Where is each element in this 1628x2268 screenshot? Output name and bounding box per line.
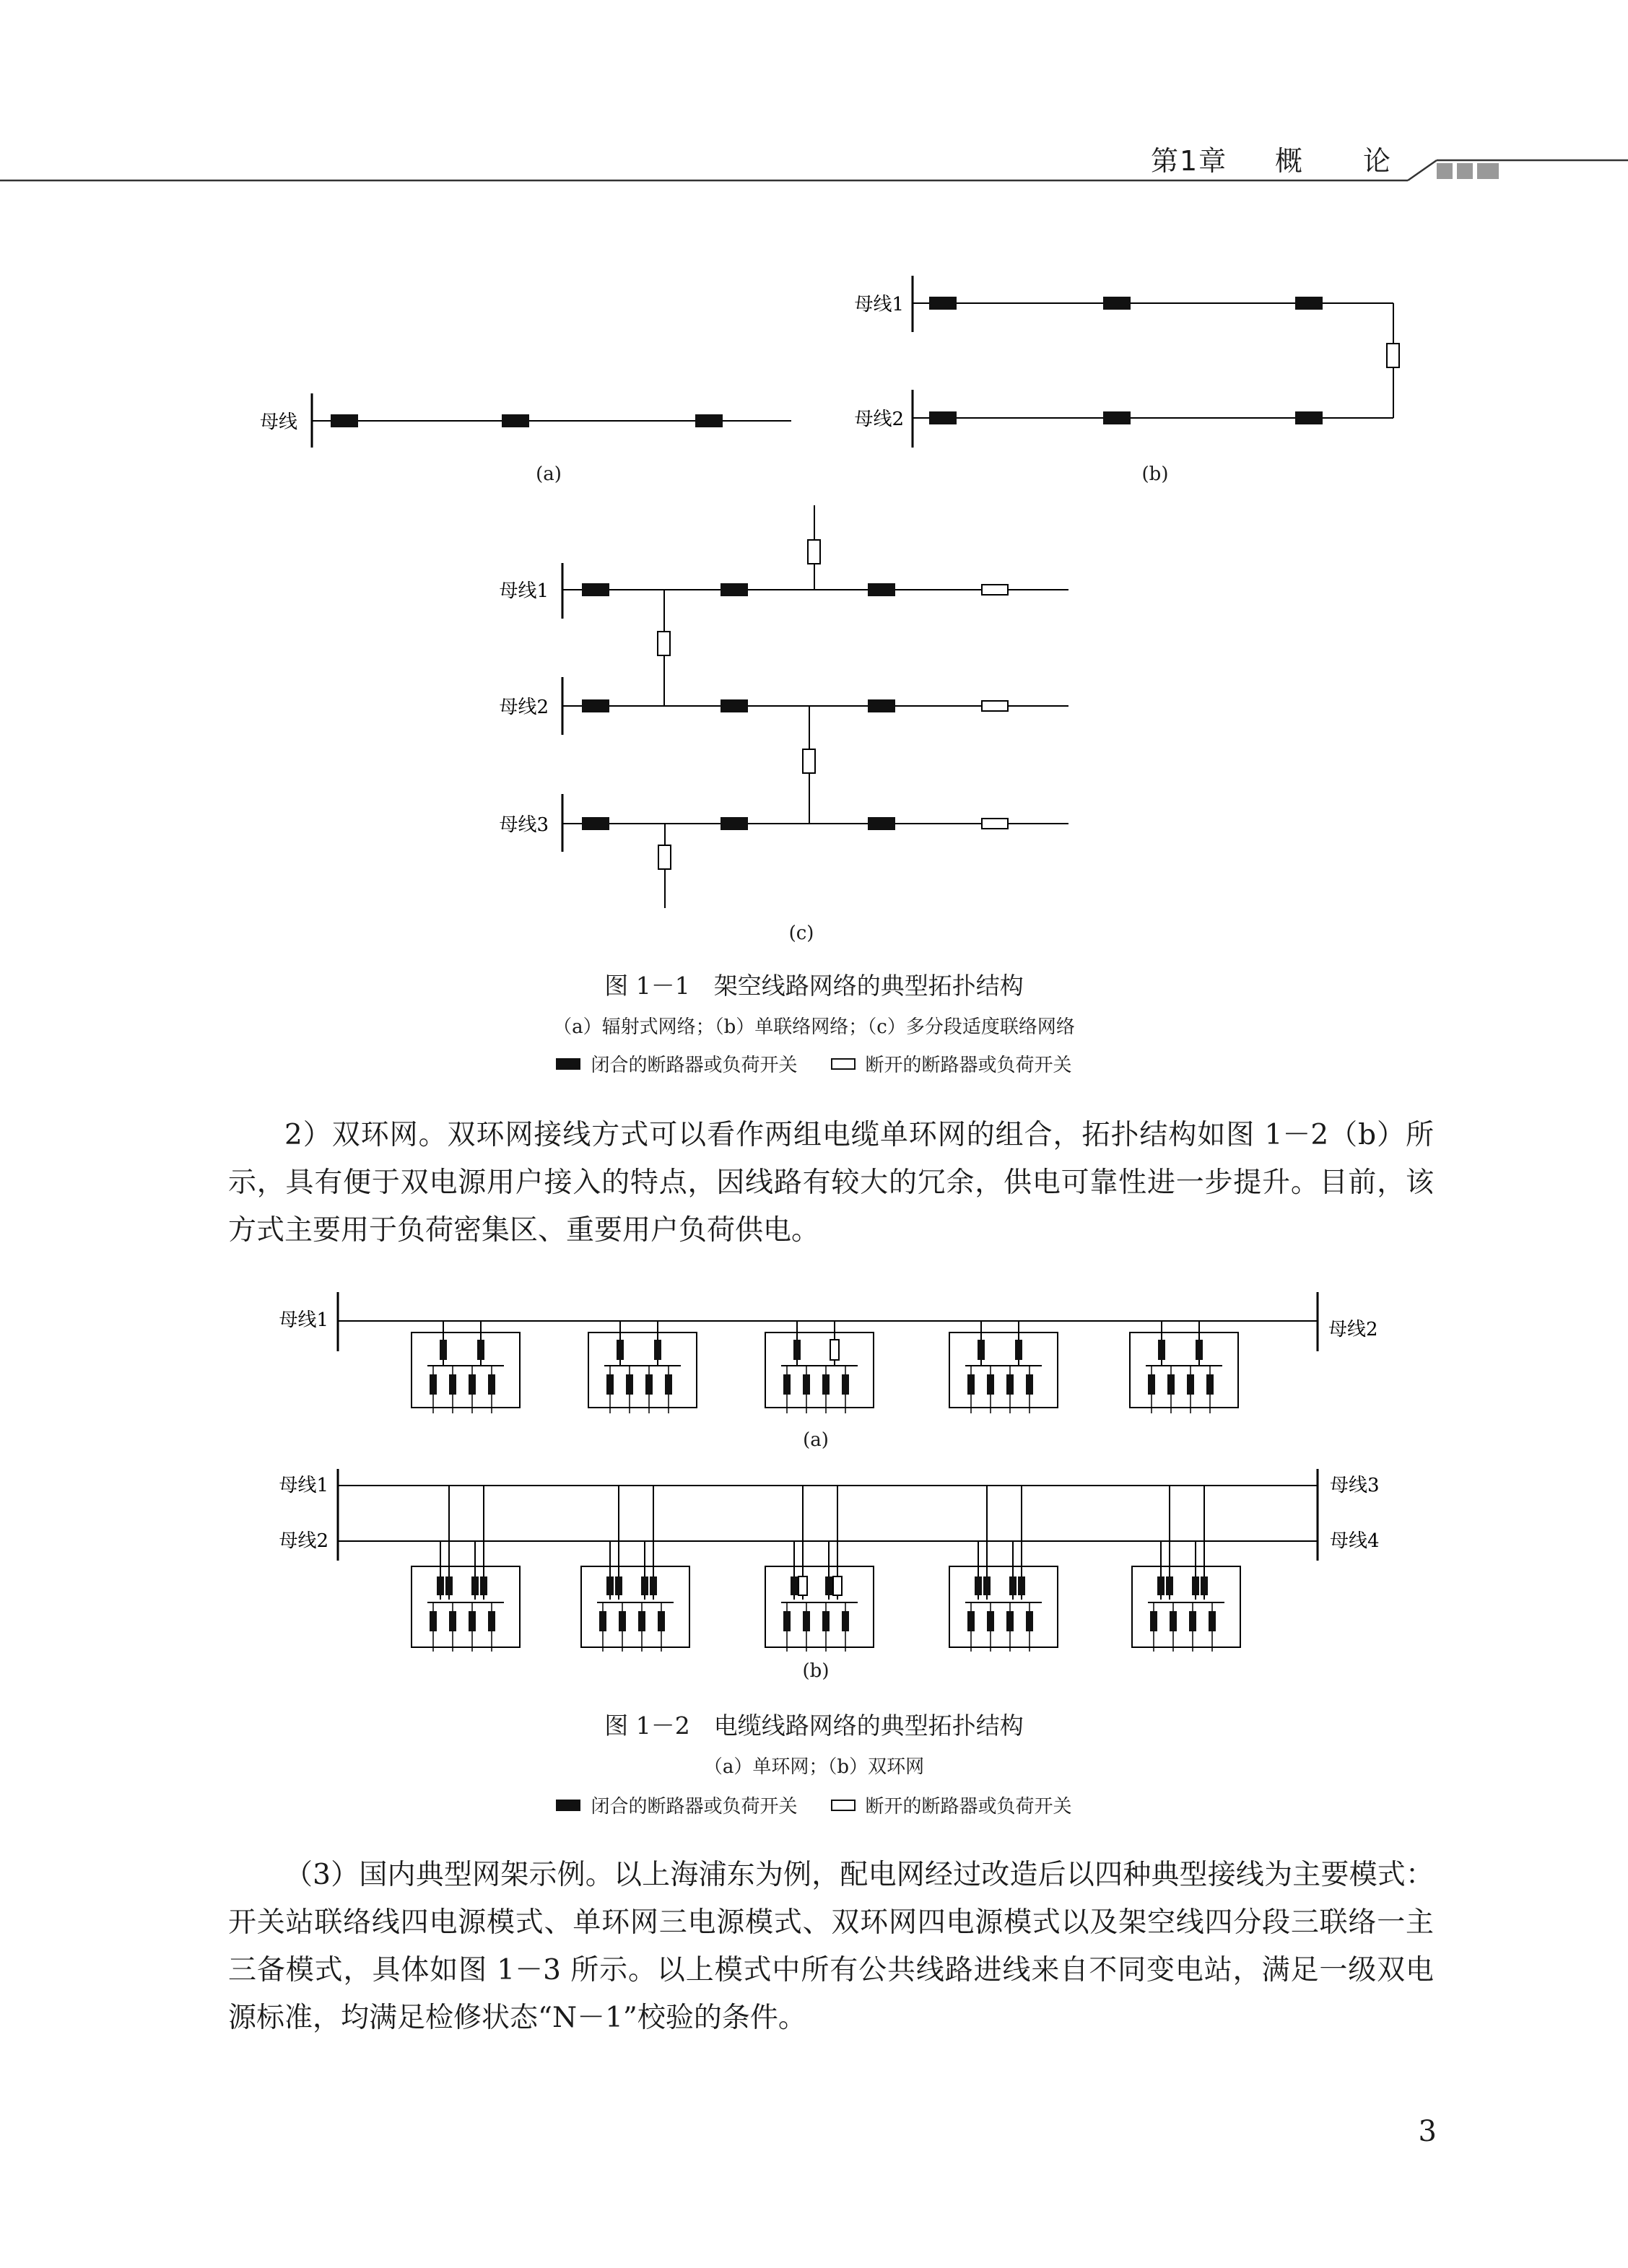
legend-open-label: 断开的断路器或负荷开关 bbox=[865, 1055, 1072, 1076]
svg-text:母线1: 母线1 bbox=[854, 294, 904, 315]
bus-label: 母线 bbox=[259, 411, 297, 433]
switch-station bbox=[412, 1486, 520, 1652]
svg-text:母线2: 母线2 bbox=[279, 1530, 328, 1552]
chapter-title-char-2: 论 bbox=[1363, 145, 1393, 177]
svg-text:母线4: 母线4 bbox=[1330, 1530, 1380, 1552]
figure-1-2-sublabel-a: (a) bbox=[803, 1429, 829, 1451]
svg-text:母线2: 母线2 bbox=[854, 409, 904, 430]
svg-text:母线3: 母线3 bbox=[1330, 1475, 1380, 1496]
switch-station bbox=[1130, 1321, 1238, 1413]
figure-1-1-sublabel-c: (c) bbox=[788, 923, 814, 944]
page-number: 3 bbox=[1418, 2115, 1437, 2148]
switch-station bbox=[581, 1486, 689, 1652]
legend-closed-label: 闭合的断路器或负荷开关 bbox=[591, 1055, 798, 1076]
legend-closed-label: 闭合的断路器或负荷开关 bbox=[591, 1796, 798, 1818]
paragraph-typical-grid: （3）国内典型网架示例。以上海浦东为例，配电网经过改造后以四种典型接线为主要模式：开关站联络线四电源模式、单环网三电源模式、双环网四电源模式以及架空线四分段三联络一主三备模式，具体如图 1－3 所示。以上模式中所有公共线路进线来自不同变电站，满足一级双电源标准，均满足检修状态“N－1”校验的条件。 bbox=[228, 1859, 1434, 2034]
figure-1-1-caption: 图 1－1 架空线路网络的典型拓扑结构 bbox=[604, 972, 1024, 1000]
figure-1-1-sublabel-a: (a) bbox=[536, 463, 562, 485]
figure-1-2-subcaption: （a）单环网；（b）双环网 bbox=[703, 1756, 925, 1778]
closed-breaker-icon bbox=[556, 1800, 580, 1811]
chapter-title-char-1: 概 bbox=[1275, 145, 1305, 177]
svg-text:母线1: 母线1 bbox=[499, 580, 549, 602]
switch-station bbox=[765, 1486, 874, 1652]
figure-1-1-subcaption: （a）辐射式网络；（b）单联络网络；（c）多分段适度联络网络 bbox=[553, 1016, 1075, 1038]
switch-station bbox=[949, 1486, 1058, 1652]
switch-station bbox=[412, 1321, 520, 1413]
switch-station bbox=[765, 1321, 874, 1413]
legend-open-label: 断开的断路器或负荷开关 bbox=[865, 1796, 1072, 1818]
open-breaker-icon bbox=[831, 1800, 856, 1811]
figure-1-1-sublabel-b: (b) bbox=[1141, 463, 1169, 485]
switch-station bbox=[588, 1321, 697, 1413]
diagram-2a-single-ring bbox=[279, 1292, 1377, 1413]
figure-1-2-legend bbox=[0, 1792, 1628, 1818]
switch-station bbox=[1132, 1486, 1240, 1652]
chapter-number: 第1章 bbox=[1151, 145, 1228, 177]
paragraph-double-ring: 2）双环网。双环网接线方式可以看作两组电缆单环网的组合，拓扑结构如图 1－2（b）所示，具有便于双电源用户接入的特点，因线路有较大的冗余，供电可靠性进一步提升。目前，该方式主要用于负荷密集区、重要用户负荷供电。 bbox=[228, 1119, 1434, 1247]
figure-1-2-caption: 图 1－2 电缆线路网络的典型拓扑结构 bbox=[604, 1711, 1024, 1740]
diagram-2b-double-ring bbox=[279, 1469, 1379, 1652]
figure-1-2-sublabel-b: (b) bbox=[802, 1660, 830, 1682]
svg-text:母线1: 母线1 bbox=[279, 1475, 328, 1496]
svg-text:母线1: 母线1 bbox=[279, 1309, 328, 1331]
svg-text:母线2: 母线2 bbox=[499, 697, 549, 718]
switch-station bbox=[949, 1321, 1058, 1413]
svg-text:母线3: 母线3 bbox=[499, 814, 549, 836]
svg-text:母线2: 母线2 bbox=[1328, 1319, 1378, 1340]
